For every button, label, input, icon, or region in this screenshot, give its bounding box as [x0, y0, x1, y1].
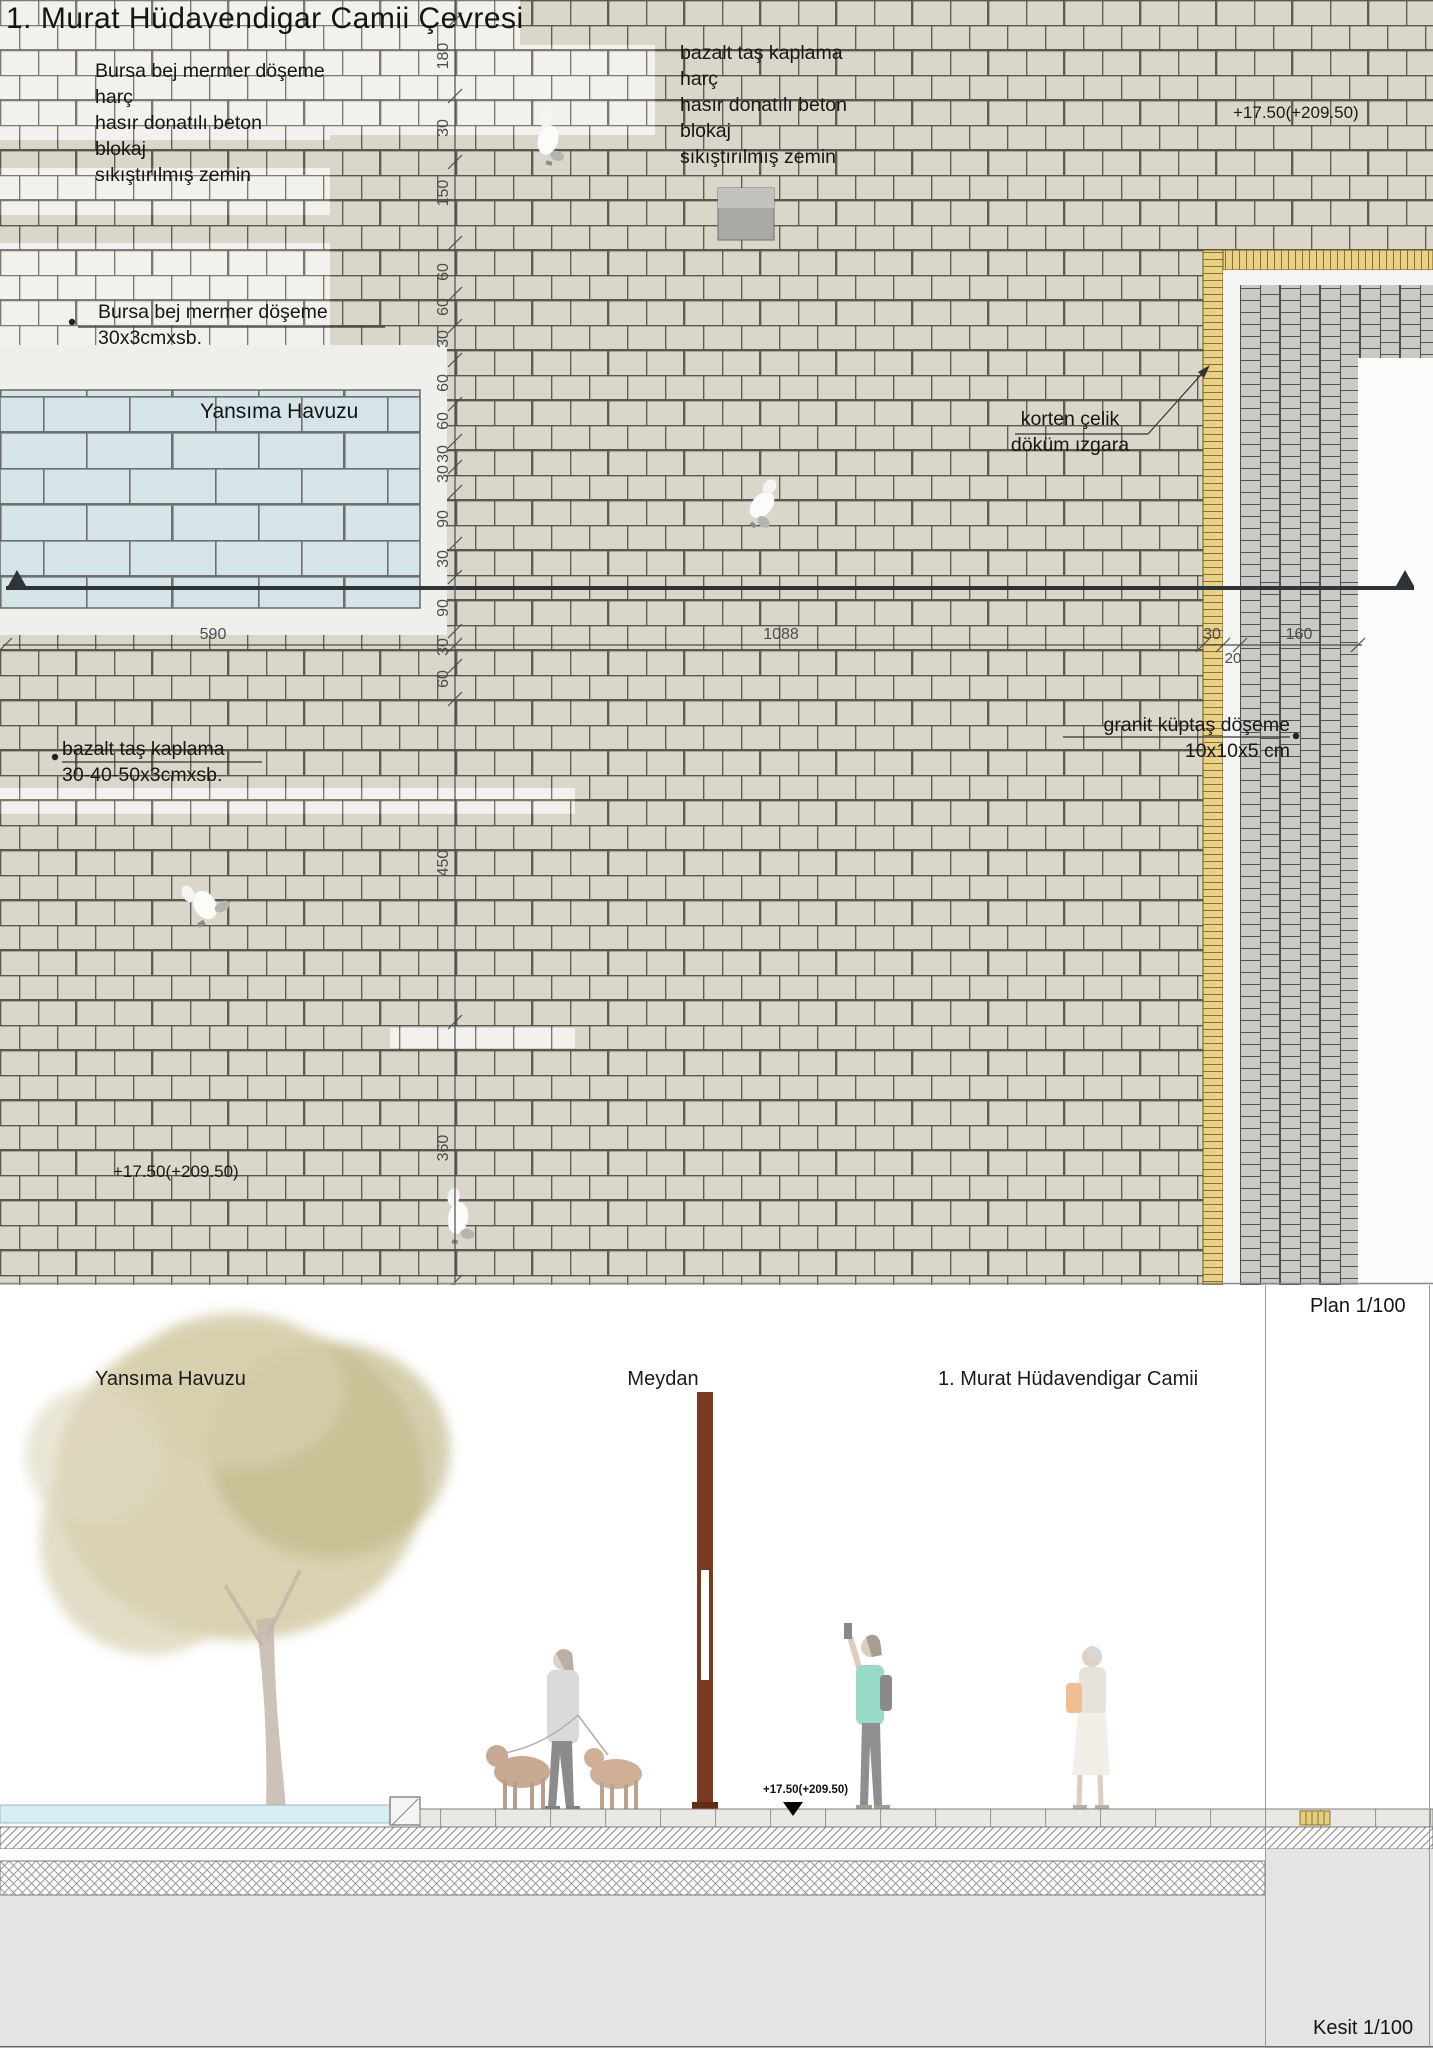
- plan-scale-label: Plan 1/100: [1310, 1295, 1406, 1317]
- note-line: korten çelik: [1020, 408, 1120, 430]
- elevation-label-top-right: +17.50(+209.50): [1233, 103, 1359, 122]
- section-label-mosque: 1. Murat Hüdavendigar Camii: [938, 1368, 1199, 1390]
- note-line: bazalt taş kaplama: [680, 42, 843, 64]
- note-line: 10x10x5 cm: [1184, 740, 1290, 762]
- dim-30: 30: [1203, 626, 1221, 643]
- note-line: harç: [680, 68, 718, 90]
- note-granite-spec: [1040, 712, 1290, 764]
- dim-v: 90: [435, 599, 452, 617]
- pool-label: Yansıma Havuzu: [200, 400, 359, 423]
- dim-v: 30: [435, 119, 452, 137]
- note-line: sıkıştırılmış zemin: [680, 146, 837, 168]
- elevation-label-section: +17.50(+209.50): [763, 1784, 849, 1796]
- dim-160: 160: [1285, 626, 1313, 643]
- dim-v: 450: [435, 849, 452, 877]
- note-line: 30x3cmxsb.: [98, 327, 203, 349]
- section-drawing: [0, 1285, 1433, 2048]
- dim-v: 30: [435, 550, 452, 568]
- dim-v: 60: [435, 298, 452, 316]
- note-line: Bursa bej mermer döşeme: [98, 301, 328, 323]
- drawing-title: 1. Murat Hüdavendigar Camii Çevresi: [6, 2, 524, 35]
- dim-v: 60: [435, 374, 452, 392]
- note-line: döküm ızgara: [1010, 434, 1130, 456]
- note-line: bazalt taş kaplama: [62, 738, 225, 760]
- dim-v: 60: [435, 670, 452, 688]
- dim-590: 590: [199, 626, 227, 643]
- dim-v: 60: [435, 263, 452, 281]
- dim-v: 180: [435, 42, 452, 70]
- elevation-label-plan-left: +17.50(+209.50): [113, 1162, 239, 1181]
- note-line: blokaj: [95, 138, 146, 160]
- note-marble-spec: [98, 299, 328, 351]
- note-line: Bursa bej mermer döşeme: [95, 60, 325, 82]
- dim-v: 60: [435, 412, 452, 430]
- dim-v: 30: [435, 445, 452, 463]
- sheet-divider-line: [1265, 1285, 1266, 2048]
- section-label-pool: Yansıma Havuzu: [95, 1368, 246, 1390]
- note-line: 30-40-50x3cmxsb.: [62, 764, 223, 786]
- section-scale-label: Kesit 1/100: [1313, 2017, 1414, 2039]
- granite-cobble-bands: [1240, 285, 1433, 1285]
- note-basalt-layers: [680, 40, 847, 170]
- dim-v: 30: [435, 330, 452, 348]
- note-korten: [990, 406, 1150, 458]
- note-line: granit küptaş döşeme: [1103, 714, 1290, 736]
- dim-1088: 1088: [763, 626, 799, 643]
- dog-walker: [486, 1649, 642, 1809]
- section-ground: [0, 1797, 1433, 2048]
- section-view: [0, 1285, 1433, 2048]
- photographer: [844, 1623, 892, 1807]
- note-line: hasır donatılı beton: [680, 94, 847, 116]
- dim-v: 30: [435, 638, 452, 656]
- note-line: harç: [95, 86, 133, 108]
- reflection-pool: [0, 345, 447, 635]
- section-people: [486, 1623, 1110, 1809]
- dim-v: 360: [435, 1134, 452, 1162]
- note-line: hasır donatılı beton: [95, 112, 262, 134]
- light-pole: [692, 1392, 718, 1810]
- dim-v: 30: [435, 465, 452, 483]
- note-line: blokaj: [680, 120, 731, 142]
- note-marble-layers: [95, 58, 325, 188]
- section-label-square: Meydan: [627, 1368, 699, 1390]
- dim-v: 150: [435, 179, 452, 207]
- sheet-right-border: [1429, 1285, 1430, 2048]
- plaza-object: [718, 188, 774, 240]
- note-line: sıkıştırılmış zemin: [95, 164, 252, 186]
- dim-20: 20: [1224, 650, 1242, 667]
- note-basalt-spec: [62, 736, 225, 788]
- elderly-woman: [1066, 1646, 1110, 1807]
- dim-v: 90: [435, 510, 452, 528]
